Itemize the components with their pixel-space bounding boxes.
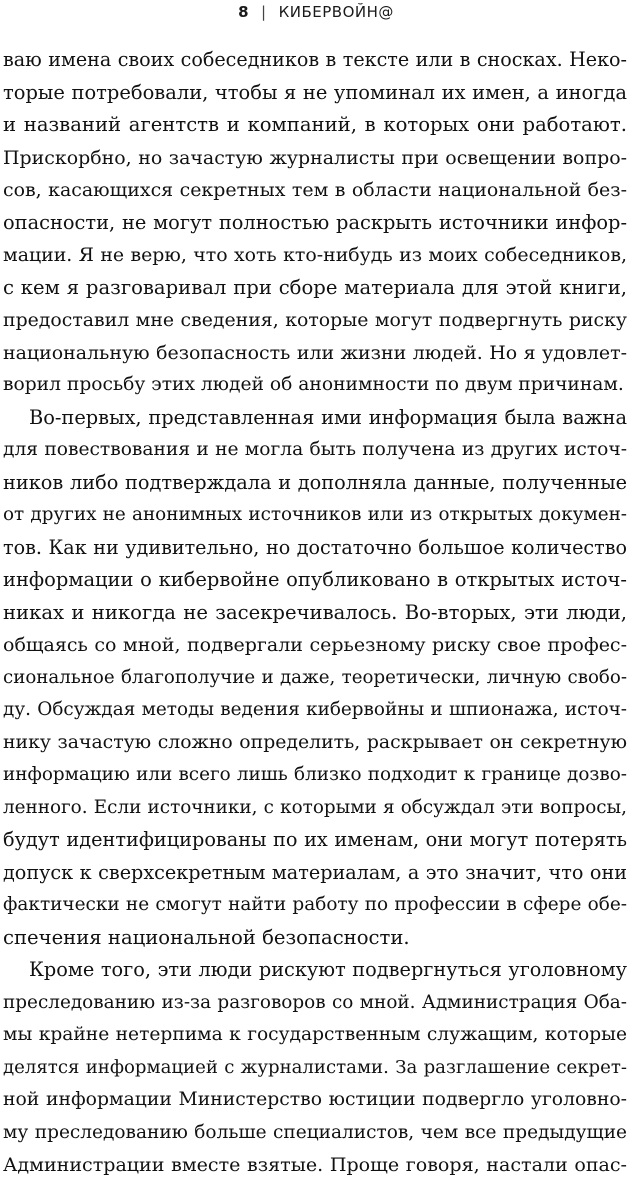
book-title: КИБЕРВОЙН@	[278, 3, 394, 21]
text-line: никах и никогда не засекречивалось. Во-вторых, эти люди,	[3, 600, 627, 624]
text-line: спечения национальной безопасности.	[3, 925, 410, 949]
text-line: информации о кибервойне опубликовано в открытых источ-	[3, 568, 627, 591]
text-line: фактически не смогут найти работу по профессии в сфере обе-	[3, 894, 627, 915]
running-header	[0, 0, 632, 28]
text-line: от других не анонимных источников или из открытых докумен-	[3, 504, 627, 525]
text-line: ду. Обсуждая методы ведения кибервойны и шпионажа, источ-	[3, 699, 627, 720]
text-line: Во-первых, представленная ими информация была важна	[29, 405, 627, 429]
text-line: ленного. Если источники, с которыми я обсуждал эти вопросы,	[3, 796, 627, 818]
text-line: делятся информацией с журналистами. За разглашение секрет-	[3, 1056, 627, 1078]
text-line: ворил просьбу этих людей об анонимности по двум причинам.	[3, 374, 624, 395]
text-line: и названий агентств и компаний, в которых они работают.	[3, 113, 627, 136]
text-line: мации. Я не верю, что хоть кто-нибудь из моих собеседников,	[3, 244, 627, 266]
text-line: с кем я разговаривал при сборе материала для этой книги,	[3, 275, 627, 299]
text-line: му преследованию больше специалистов, чем все предыдущие	[3, 1121, 627, 1143]
text-line: торые потребовали, чтобы я не упоминал их имен, а иногда	[3, 80, 627, 104]
text-line: общаясь со мной, подвергали серьезному риску свое профес-	[3, 634, 627, 656]
page-number: 8	[238, 3, 250, 21]
body-text	[3, 44, 627, 1182]
text-line: тов. Как ни удивительно, но достаточно большое количество	[3, 535, 627, 559]
text-line: мы крайне нетерпима к государственным служащим, которые	[3, 1024, 627, 1045]
text-line: сиональное благополучие и даже, теоретически, личную свобо-	[3, 666, 627, 688]
text-line: Кроме того, эти люди рискуют подвергнуться уголовному	[29, 958, 627, 981]
paragraph	[3, 954, 627, 1182]
text-line: национальную безопасность или жизни людей. Но я удовлет-	[3, 341, 627, 364]
text-line: Прискорбно, но зачастую журналисты при освещении вопро-	[3, 146, 627, 169]
text-line: опасности, не могут полностью раскрыть источники инфор-	[3, 210, 627, 234]
text-line: допуск к сверхсекретным материалам, а это значит, что они	[3, 860, 627, 884]
text-line: ваю имена своих собеседников в тексте или в сносках. Неко-	[3, 48, 627, 71]
text-line: информацию или всего лишь близко подходит к границе дозво-	[3, 764, 627, 785]
text-line: ной информации Министерство юстиции подвергло уголовно-	[3, 1089, 627, 1110]
header-separator: |	[261, 3, 267, 21]
paragraph	[3, 402, 627, 955]
paragraph	[3, 44, 627, 402]
text-line: будут идентифицированы по их именам, они могут потерять	[3, 828, 627, 851]
text-line: сов, касающихся секретных тем в области национальной без-	[3, 179, 627, 201]
text-line: преследованию из-за разговоров со мной. Администрация Оба-	[3, 991, 627, 1013]
text-line: предоставил мне сведения, которые могут подвергнуть риску	[3, 309, 627, 331]
text-line: нику зачастую сложно определить, раскрывает он секретную	[3, 731, 627, 753]
text-line: Администрации вместе взятые. Проще говоря, настали опас-	[3, 1154, 627, 1176]
text-line: ников либо подтверждала и дополняла данные, полученные	[3, 470, 627, 494]
text-line: для повествования и не могла быть получена из других источ-	[3, 439, 627, 460]
